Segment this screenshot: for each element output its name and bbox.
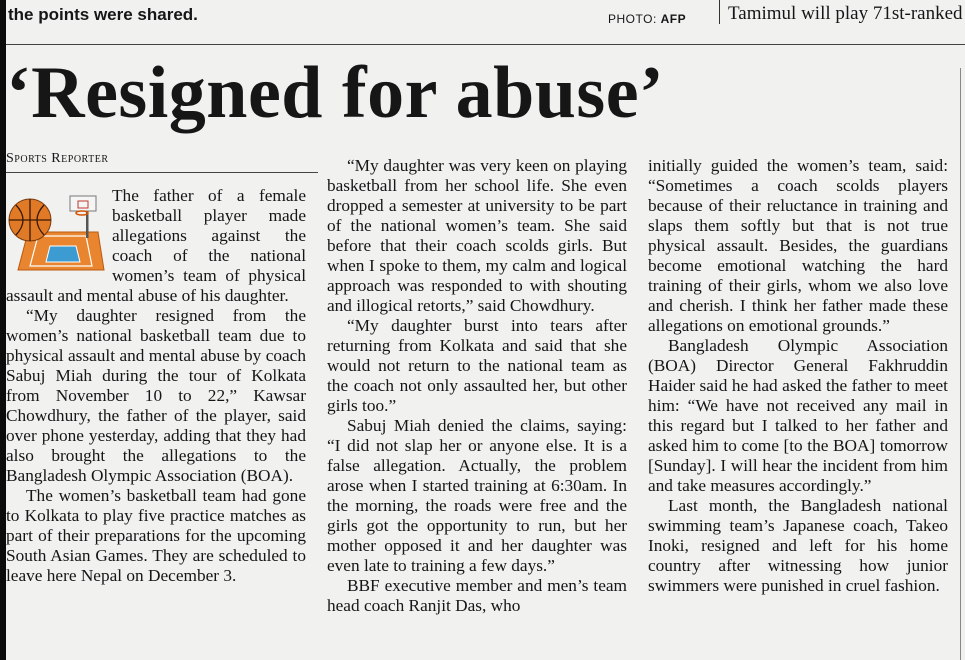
photo-credit-agency: AFP	[660, 12, 687, 26]
paragraph: “My daughter was very keen on playing basketball from her school life. She even dropped a semester at university to be part of the national women’s team. She said before that their coach scolds girls. But when I spoke to them, my calm and logical approach was responded to with shouting and illogical retorts,” said Chowdhury.	[327, 156, 627, 315]
article-column-3	[648, 156, 948, 596]
byline-rule	[6, 172, 318, 173]
paragraph: Bangladesh Olympic Association (BOA) Director General Fakhruddin Haider said he had asked the father to meet him: “We have not received any mail in this regard but I talked to her father and asked him to come [to the BOA] tomorrow [Sunday]. I will hear the incident from him and take measures accordingly.”	[648, 336, 948, 495]
byline: Sports Reporter	[6, 151, 109, 166]
paragraph: BBF executive member and men’s team head coach Ranjit Das, who	[327, 576, 627, 615]
basketball-court-icon	[6, 190, 106, 274]
paragraph: The father of a female basketball player made allegations against the coach of the national women’s team of physical assault and mental abuse of his daughter.	[6, 186, 306, 305]
paragraph: “My daughter burst into tears after returning from Kolkata and said that she would not return to the national team as the coach not only assaulted her, but other girls too.”	[327, 316, 627, 415]
paragraph: Sabuj Miah denied the claims, saying: “I did not slap her or anyone else. It is a false allegation. Actually, the problem arose when I started training at 6:30am. In the morning, the roads were free and the girls got the opportunity to run, but her mother opposed it and her daughter was even late to training a few days.”	[327, 416, 627, 575]
previous-article-fragment: Tamimul will play 71st-ranked	[728, 3, 963, 24]
previous-photo-caption: the points were shared.	[8, 5, 198, 24]
right-edge-rule	[960, 68, 961, 660]
paragraph: The women’s basketball team had gone to Kolkata to play five practice matches as part of their preparations for the upcoming South Asian Games. They are scheduled to leave here Nepal on December 3.	[6, 486, 306, 585]
article-column-1	[6, 186, 306, 586]
article-column-2	[327, 156, 627, 616]
paragraph: initially guided the women’s team, said: “Sometimes a coach scolds players because of their reluctance in training and slaps them softly but that is not true physical assault. Besides, the guardians become emotional watching the hard training of their girls, whom we also love and cherish. I think her father made these allegations on emotional grounds.”	[648, 156, 948, 335]
headline: ‘Resigned for abuse’	[6, 52, 665, 134]
section-rule	[6, 44, 965, 45]
paragraph: “My daughter resigned from the women’s national basketball team due to physical assault and mental abuse by coach Sabuj Miah during the tour of Kolkata from November 10 to 22,” Kawsar Chowdhury, the father of the player, said over phone yesterday, adding that they had also brought the allegations to the Bangladesh Olympic Association (BOA).	[6, 306, 306, 485]
paragraph: Last month, the Bangladesh national swimming team’s Japanese coach, Takeo Inoki, resigned and left for his home country after witnessing how junior swimmers were punished in cruel fashion.	[648, 496, 948, 595]
photo-credit-prefix: PHOTO:	[608, 12, 657, 26]
column-divider	[719, 0, 720, 24]
photo-credit	[608, 12, 686, 26]
